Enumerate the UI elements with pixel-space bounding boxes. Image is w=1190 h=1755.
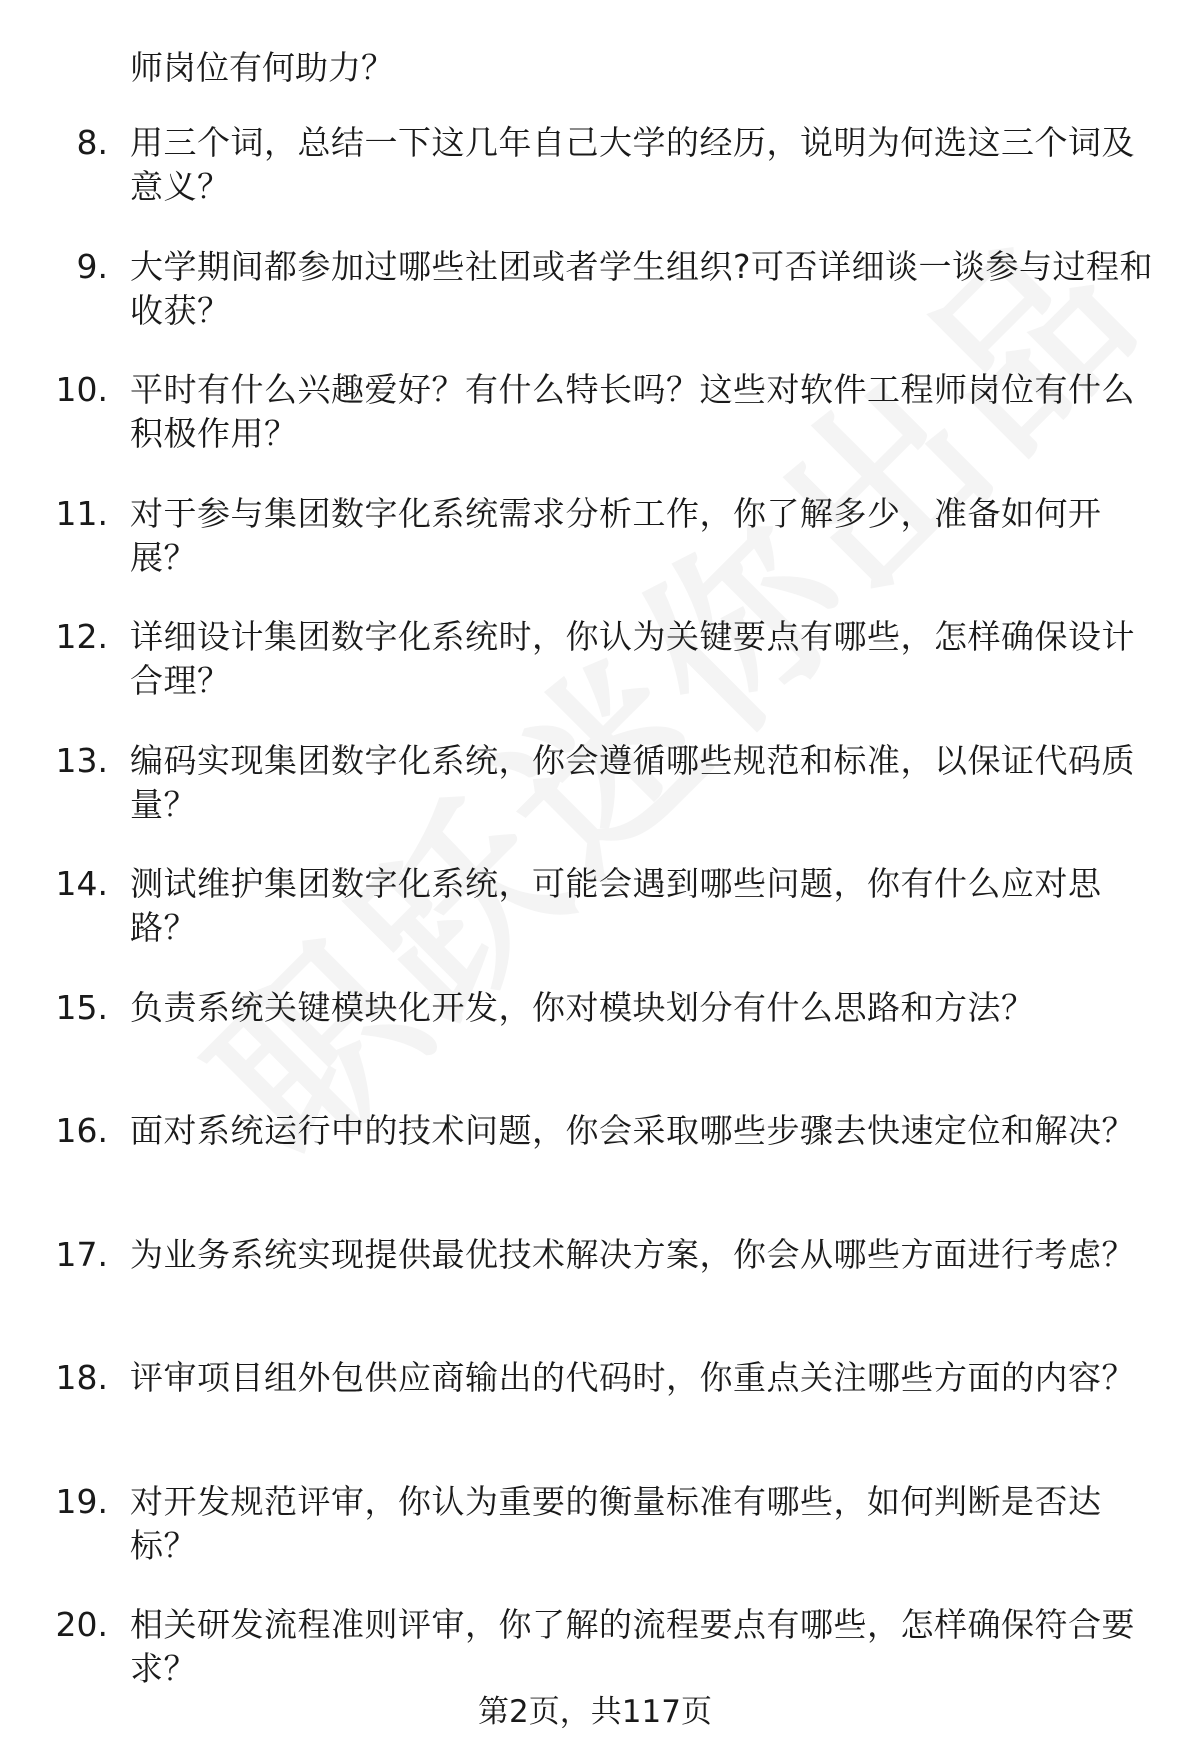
question-text: 相关研发流程准则评审，你了解的流程要点有哪些，怎样确保符合要求？ bbox=[130, 1605, 1135, 1688]
question-item bbox=[0, 615, 1190, 739]
question-number: 12. bbox=[55, 617, 108, 656]
question-item bbox=[0, 1356, 1190, 1480]
question-list bbox=[0, 121, 1190, 1727]
question-text: 大学期间都参加过哪些社团或者学生组织?可否详细谈一谈参与过程和收获？ bbox=[130, 246, 1154, 330]
question-number: 13. bbox=[55, 740, 108, 780]
question-text: 详细设计集团数字化系统时，你认为关键要点有哪些，怎样确保设计合理？ bbox=[130, 617, 1135, 700]
question-text: 对开发规范评审，你认为重要的衡量标准有哪些，如何判断是否达标？ bbox=[130, 1481, 1102, 1565]
question-item bbox=[0, 1233, 1190, 1357]
question-text: 编码实现集团数字化系统，你会遵循哪些规范和标准，以保证代码质量？ bbox=[130, 740, 1135, 824]
question-item bbox=[0, 1109, 1190, 1233]
question-7-continuation: 师岗位有何助力？ bbox=[130, 48, 394, 87]
question-number: 11. bbox=[55, 493, 108, 533]
question-number: 15. bbox=[55, 987, 108, 1027]
question-number: 9. bbox=[76, 246, 108, 286]
question-number: 14. bbox=[55, 864, 108, 903]
question-item bbox=[0, 121, 1190, 245]
page-number-footer: 第2页，共117页 bbox=[478, 1694, 712, 1730]
question-number: 17. bbox=[55, 1234, 108, 1274]
question-text: 对于参与集团数字化系统需求分析工作，你了解多少，准备如何开展？ bbox=[130, 493, 1102, 577]
question-item bbox=[0, 986, 1190, 1110]
question-text: 测试维护集团数字化系统，可能会遇到哪些问题，你有什么应对思路？ bbox=[130, 864, 1102, 947]
question-item bbox=[0, 862, 1190, 986]
question-text: 负责系统关键模块化开发，你对模块划分有什么思路和方法？ bbox=[130, 987, 1035, 1027]
question-number: 10. bbox=[55, 370, 108, 409]
question-text: 评审项目组外包供应商输出的代码时，你重点关注哪些方面的内容？ bbox=[130, 1358, 1135, 1397]
question-number: 16. bbox=[55, 1111, 108, 1150]
question-item bbox=[0, 245, 1190, 369]
question-text: 为业务系统实现提供最优技术解决方案，你会从哪些方面进行考虑？ bbox=[130, 1234, 1135, 1274]
question-item bbox=[0, 492, 1190, 616]
question-text: 平时有什么兴趣爱好？有什么特长吗？这些对软件工程师岗位有什么积极作用？ bbox=[130, 370, 1135, 453]
question-item bbox=[0, 739, 1190, 863]
question-text: 面对系统运行中的技术问题，你会采取哪些步骤去快速定位和解决？ bbox=[130, 1111, 1135, 1150]
question-number: 8. bbox=[76, 123, 108, 162]
question-item bbox=[0, 368, 1190, 492]
question-number: 20. bbox=[55, 1605, 108, 1644]
question-text: 用三个词，总结一下这几年自己大学的经历，说明为何选这三个词及意义？ bbox=[130, 123, 1135, 206]
question-number: 18. bbox=[55, 1358, 108, 1397]
question-number: 19. bbox=[55, 1481, 108, 1521]
question-item bbox=[0, 1480, 1190, 1604]
